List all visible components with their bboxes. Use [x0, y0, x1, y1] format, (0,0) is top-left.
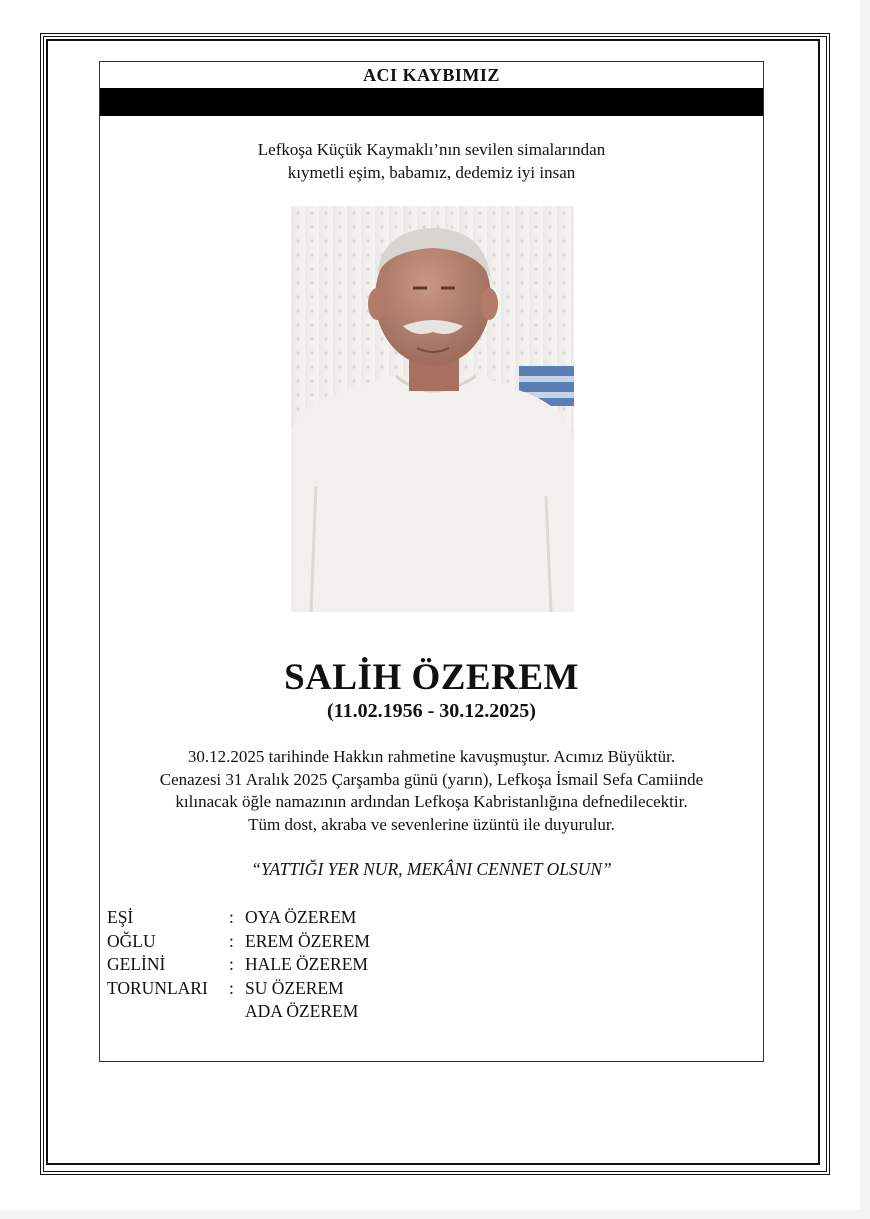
- black-mourning-bar: [100, 88, 763, 116]
- announcement-line: 30.12.2025 tarihinde Hakkın rahmetine kavuşmuştur. Acımız Büyüktür.: [187, 747, 676, 766]
- family-row: [107, 930, 507, 954]
- notice-title: ACI KAYBIMIZ: [363, 65, 500, 85]
- family-colon: :: [229, 930, 234, 951]
- family-row: [107, 953, 507, 977]
- family-role: GELİNİ: [107, 954, 166, 974]
- family-member-name: HALE ÖZEREM: [245, 954, 368, 974]
- announcement-text: [100, 746, 763, 836]
- family-role: EŞİ: [107, 907, 134, 927]
- announcement-line: Tüm dost, akraba ve sevenlerine üzüntü ile duyurulur.: [248, 814, 615, 834]
- family-row: [107, 1000, 507, 1024]
- family-role: OĞLU: [107, 930, 156, 951]
- family-member-name: OYA ÖZEREM: [245, 907, 357, 927]
- deceased-photo: [291, 206, 574, 612]
- family-member-name: ADA ÖZEREM: [245, 1001, 359, 1021]
- intro-line: kıymetli eşim, babamız, dedemiz iyi insan: [287, 163, 576, 182]
- announcement-line: Cenazesi 31 Aralık 2025 Çarşamba günü (yarın), Lefkoşa İsmail Sefa Camiinde: [159, 769, 704, 789]
- family-role: TORUNLARI: [107, 977, 208, 998]
- family-row: [107, 977, 507, 1001]
- notice-frame: [99, 61, 764, 1062]
- intro-line: Lefkoşa Küçük Kaymaklı’nın sevilen simalarından: [257, 140, 606, 159]
- family-member-name: EREM ÖZEREM: [245, 930, 370, 951]
- family-colon: :: [229, 954, 234, 974]
- family-colon: :: [229, 907, 234, 927]
- family-list: [107, 906, 507, 1024]
- family-colon: :: [229, 977, 234, 998]
- deceased-name: SALİH ÖZEREM: [284, 657, 579, 698]
- family-member-name: SU ÖZEREM: [245, 977, 344, 998]
- intro-text: [100, 138, 763, 184]
- family-row: [107, 906, 507, 930]
- announcement-line: kılınacak öğle namazının ardından Lefkoşa Kabristanlığına defnedilecektir.: [175, 792, 688, 811]
- prayer-quote: “YATTIĞI YER NUR, MEKÂNI CENNET OLSUN”: [251, 859, 612, 879]
- life-dates: (11.02.1956 - 30.12.2025): [327, 700, 536, 722]
